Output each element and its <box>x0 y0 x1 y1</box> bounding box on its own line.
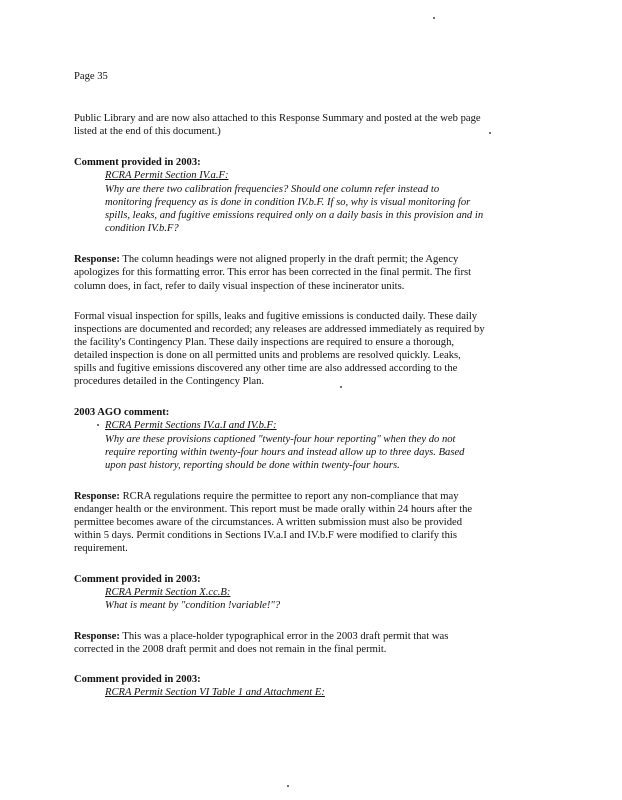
response-text: inspections are documented and recorded; any releases are addressed immediately as required by <box>74 324 485 335</box>
comment-text: Why are these provisions captioned "twenty-four hour reporting" when they do not <box>105 434 456 445</box>
scan-speck <box>340 386 342 388</box>
scan-speck <box>97 424 99 426</box>
comment-heading: Comment provided in 2003: <box>74 157 201 168</box>
comment-heading: Comment provided in 2003: <box>74 574 201 585</box>
response-text: column does, in fact, refer to daily visual inspection of these incinerator units. <box>74 281 405 292</box>
comment-heading: Comment provided in 2003: <box>74 674 201 685</box>
comment-text: monitoring frequency as is done in condition IV.b.F. If so, why is visual monitoring for <box>105 197 471 208</box>
comment-text: spills, leaks, and fugitive emissions required only on a daily basis in this provision and in <box>105 210 484 221</box>
page-number: Page 35 <box>74 71 108 82</box>
response-text: RCRA regulations require the permittee to report any non-compliance that may <box>119 491 459 502</box>
response-text: apologizes for this formatting error. This error has been corrected in the final permit. The first <box>74 267 472 278</box>
response-paragraph <box>74 253 544 266</box>
response-text: This was a place-holder typographical error in the 2003 draft permit that was <box>119 631 449 642</box>
scan-speck <box>433 17 435 19</box>
response-label: Response: <box>74 254 120 265</box>
comment-text: condition IV.b.F? <box>105 223 179 234</box>
response-text: the facility's Contingency Plan. These daily inspections are required to ensure a thorough, <box>74 337 455 348</box>
response-label: Response: <box>74 631 120 642</box>
response-text: permittee becomes aware of the circumstances. A written submission must also be provided <box>74 517 463 528</box>
permit-reference: RCRA Permit Section X.cc.B: <box>105 587 231 598</box>
response-paragraph <box>74 630 544 643</box>
permit-reference: RCRA Permit Sections IV.a.I and IV.b.F: <box>105 420 277 431</box>
permit-reference: RCRA Permit Section IV.a.F: <box>105 170 229 181</box>
comment-text: upon past history, reporting should be done within twenty-four hours. <box>105 460 400 471</box>
response-paragraph <box>74 490 544 503</box>
comment-text: Why are there two calibration frequencies? Should one column refer instead to <box>105 184 440 195</box>
response-text: spills and fugitive emissions discovered any other time are also addressed according to the <box>74 363 458 374</box>
scan-speck <box>287 785 289 787</box>
response-text: Formal visual inspection for spills, leaks and fugitive emissions is conducted daily. These daily <box>74 311 478 322</box>
response-text: corrected in the 2008 draft permit and does not remain in the final permit. <box>74 644 387 655</box>
response-text: procedures detailed in the Contingency Plan. <box>74 376 265 387</box>
response-text: endanger health or the environment. This report must be made orally within 24 hours after the <box>74 504 473 515</box>
response-text: detailed inspection is done on all permitted units and problems are resolved quickly. Leaks, <box>74 350 461 361</box>
comment-text: require reporting within twenty-four hours and instead allow up to three days. Based <box>105 447 465 458</box>
response-label: Response: <box>74 491 120 502</box>
scan-speck <box>489 132 491 134</box>
permit-reference: RCRA Permit Section VI Table 1 and Attachment E: <box>105 687 325 698</box>
response-text: The column headings were not aligned properly in the draft permit; the Agency <box>119 254 459 265</box>
comment-text: What is meant by "condition !variable!"? <box>105 600 281 611</box>
response-text: requirement. <box>74 543 128 554</box>
intro-line-2: listed at the end of this document.) <box>74 126 221 137</box>
intro-line-1: Public Library and are now also attached to this Response Summary and posted at the web page <box>74 113 481 124</box>
response-text: within 5 days. Permit conditions in Sections IV.a.I and IV.b.F were modified to clarify this <box>74 530 457 541</box>
comment-heading: 2003 AGO comment: <box>74 407 170 418</box>
